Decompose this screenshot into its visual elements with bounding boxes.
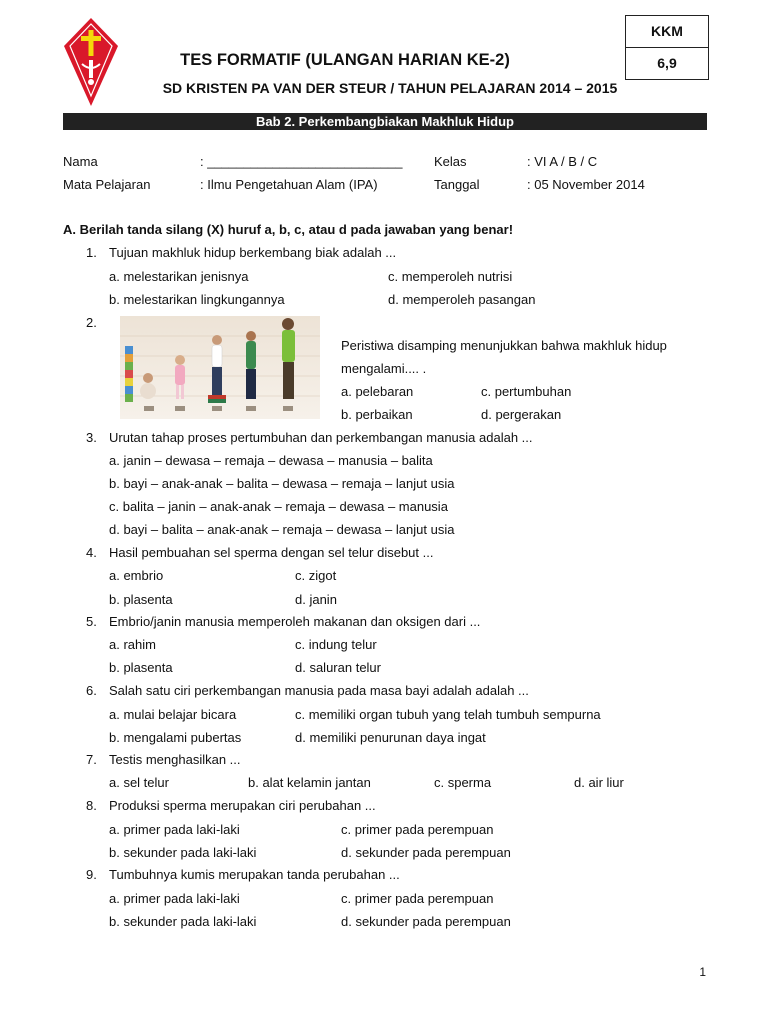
exam-title: TES FORMATIF (ULANGAN HARIAN KE-2) bbox=[180, 51, 510, 69]
question-text: Hasil pembuahan sel sperma dengan sel telur disebut ... bbox=[109, 545, 434, 560]
question-text-cont: mengalami.... . bbox=[341, 361, 427, 376]
question-text: Produksi sperma merupakan ciri perubahan ... bbox=[109, 798, 376, 813]
question-number: 5. bbox=[86, 614, 97, 629]
option-a[interactable]: a. primer pada laki-laki bbox=[109, 822, 240, 837]
option-c[interactable]: c. zigot bbox=[295, 568, 337, 583]
option-a[interactable]: a. pelebaran bbox=[341, 384, 414, 399]
question-text: Testis menghasilkan ... bbox=[109, 752, 241, 767]
question-text: Tujuan makhluk hidup berkembang biak adalah ... bbox=[109, 245, 397, 260]
kkm-box bbox=[625, 15, 709, 80]
option-d[interactable]: d. saluran telur bbox=[295, 660, 381, 675]
kkm-value: 6,9 bbox=[626, 47, 708, 79]
kelas-label: Kelas bbox=[434, 154, 467, 169]
question-text: Salah satu ciri perkembangan manusia pada masa bayi adalah adalah ... bbox=[109, 683, 529, 698]
option-d[interactable]: d. janin bbox=[295, 592, 337, 607]
question-number: 9. bbox=[86, 867, 97, 882]
option-b[interactable]: b. sekunder pada laki-laki bbox=[109, 914, 257, 929]
tanggal-label: Tanggal bbox=[434, 177, 480, 192]
question-number: 7. bbox=[86, 752, 97, 767]
question-number: 8. bbox=[86, 798, 97, 813]
option-b[interactable]: b. sekunder pada laki-laki bbox=[109, 845, 257, 860]
option-d[interactable]: d. air liur bbox=[574, 775, 624, 790]
question-number: 2. bbox=[86, 315, 97, 330]
option-d[interactable]: d. memperoleh pasangan bbox=[388, 292, 536, 307]
option-c[interactable]: c. sperma bbox=[434, 775, 492, 790]
kelas-value: : VI A / B / C bbox=[527, 154, 598, 169]
option-a[interactable]: a. rahim bbox=[109, 637, 156, 652]
option-c[interactable]: c. primer pada perempuan bbox=[341, 891, 494, 906]
page-number: 1 bbox=[699, 965, 706, 979]
option-d[interactable]: d. sekunder pada perempuan bbox=[341, 914, 511, 929]
option-c[interactable]: c. memiliki organ tubuh yang telah tumbuh sempurna bbox=[295, 707, 601, 722]
option-b[interactable]: b. melestarikan lingkungannya bbox=[109, 292, 285, 307]
question-number: 3. bbox=[86, 430, 97, 445]
question-number: 1. bbox=[86, 245, 97, 260]
option-c[interactable]: c. memperoleh nutrisi bbox=[388, 269, 513, 284]
question-number: 4. bbox=[86, 545, 97, 560]
option-b[interactable]: b. perbaikan bbox=[341, 407, 413, 422]
option-b[interactable]: b. plasenta bbox=[109, 592, 173, 607]
kkm-label: KKM bbox=[651, 23, 683, 39]
option-d[interactable]: d. sekunder pada perempuan bbox=[341, 845, 511, 860]
nama-label: Nama bbox=[63, 154, 98, 169]
option-c[interactable]: c. pertumbuhan bbox=[481, 384, 572, 399]
option-a[interactable]: a. sel telur bbox=[109, 775, 169, 790]
option-a[interactable]: a. primer pada laki-laki bbox=[109, 891, 240, 906]
question-text: Tumbuhnya kumis merupakan tanda perubahan ... bbox=[109, 867, 400, 882]
nama-field[interactable]: : ___________________________ bbox=[200, 154, 403, 169]
option-d[interactable]: d. bayi – balita – anak-anak – remaja – dewasa – lanjut usia bbox=[109, 522, 455, 537]
option-b[interactable]: b. bayi – anak-anak – balita – dewasa – remaja – lanjut usia bbox=[109, 476, 455, 491]
section-a-instruction: A. Berilah tanda silang (X) huruf a, b, c, atau d pada jawaban yang benar! bbox=[63, 222, 514, 237]
option-c[interactable]: c. indung telur bbox=[295, 637, 377, 652]
option-d[interactable]: d. memiliki penurunan daya ingat bbox=[295, 730, 486, 745]
school-year: SD KRISTEN PA VAN DER STEUR / TAHUN PELAJARAN 2014 – 2015 bbox=[162, 80, 618, 96]
tanggal-value: : 05 November 2014 bbox=[527, 177, 645, 192]
option-c[interactable]: c. primer pada perempuan bbox=[341, 822, 494, 837]
mapel-label: Mata Pelajaran bbox=[63, 177, 151, 192]
option-c[interactable]: c. balita – janin – anak-anak – remaja – dewasa – manusia bbox=[109, 499, 448, 514]
option-a[interactable]: a. melestarikan jenisnya bbox=[109, 269, 249, 284]
chapter-banner: Bab 2. Perkembangbiakan Makhluk Hidup bbox=[63, 113, 707, 130]
question-number: 6. bbox=[86, 683, 97, 698]
option-a[interactable]: a. embrio bbox=[109, 568, 164, 583]
growth-stages-image bbox=[120, 316, 320, 419]
question-text: Urutan tahap proses pertumbuhan dan perkembangan manusia adalah ... bbox=[109, 430, 533, 445]
option-b[interactable]: b. plasenta bbox=[109, 660, 173, 675]
option-a[interactable]: a. mulai belajar bicara bbox=[109, 707, 237, 722]
option-b[interactable]: b. mengalami pubertas bbox=[109, 730, 242, 745]
option-d[interactable]: d. pergerakan bbox=[481, 407, 562, 422]
question-text: Embrio/janin manusia memperoleh makanan dan oksigen dari ... bbox=[109, 614, 481, 629]
question-text: Peristiwa disamping menunjukkan bahwa makhluk hidup bbox=[341, 338, 667, 353]
option-a[interactable]: a. janin – dewasa – remaja – dewasa – manusia – balita bbox=[109, 453, 433, 468]
option-b[interactable]: b. alat kelamin jantan bbox=[248, 775, 371, 790]
mapel-value: : Ilmu Pengetahuan Alam (IPA) bbox=[200, 177, 378, 192]
